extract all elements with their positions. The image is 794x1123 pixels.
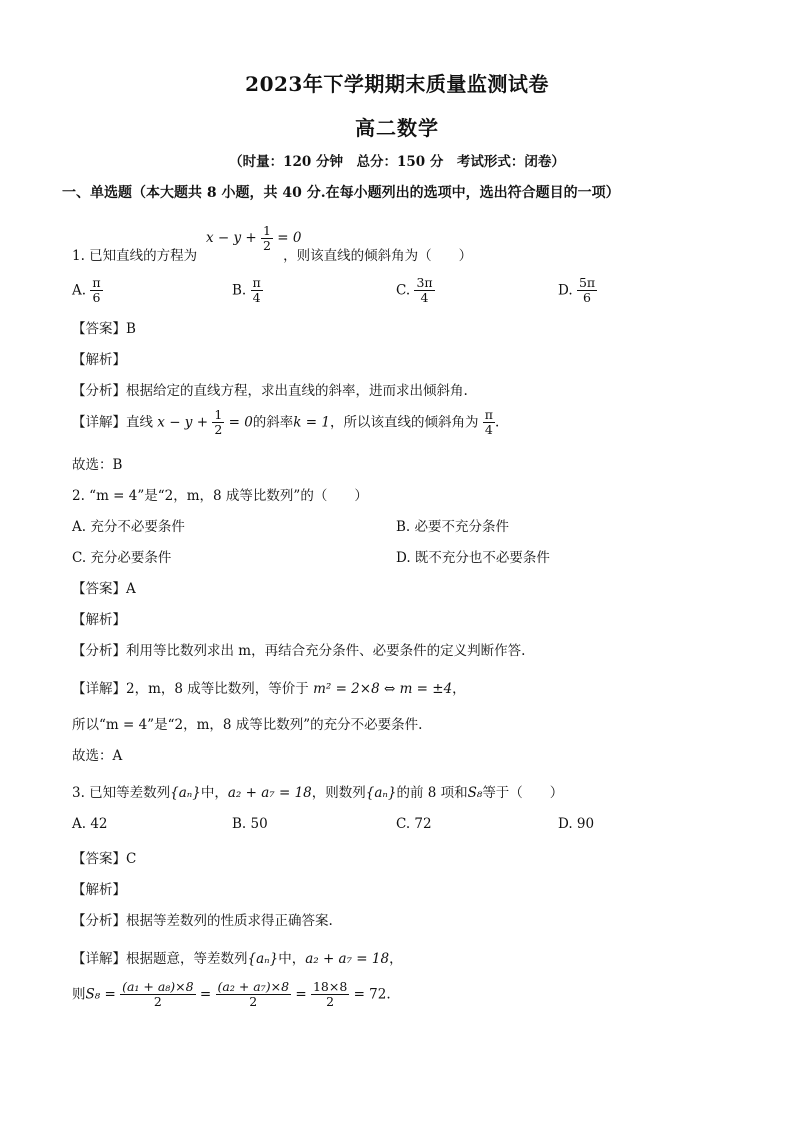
q2-option-b: B. 必要不充分条件	[396, 519, 510, 535]
q3-option-c: C. 72	[396, 816, 432, 832]
q3-stem: 3. 已知等差数列{aₙ}中，a₂ + a₇ = 18，则数列{aₙ}的前 8 项和S₈等于（ ）	[72, 785, 564, 801]
q2-jiexi: 【解析】	[72, 612, 126, 628]
q3-answer: 【答案】C	[72, 851, 137, 867]
q3-detail: 【详解】根据题意，等差数列{aₙ}中，a₂ + a₇ = 18，	[72, 951, 403, 967]
q2-stem: 2. “m = 4”是“2，m，8 成等比数列”的（ ）	[72, 488, 368, 504]
section-heading: 一、单选题（本大题共 8 小题，共 40 分.在每小题列出的选项中，选出符合题目的一项）	[62, 185, 620, 201]
q3-jiexi: 【解析】	[72, 882, 126, 898]
q1-jiexi: 【解析】	[72, 352, 126, 368]
q1-option-b: B. $\frac{\pi}{4}$	[232, 275, 261, 306]
q3-option-a: A. 42	[72, 816, 108, 832]
q2-detail-line2: 所以“m = 4”是“2，m，8 成等比数列”的充分不必要条件.	[72, 717, 423, 733]
exam-meta: （时量：120 分钟 总分：150 分 考试形式：闭卷）	[229, 154, 565, 170]
q1-equation-floating: x − y + $\frac{1}{2}$ = 0	[206, 223, 302, 254]
q1-analysis: 【分析】根据给定的直线方程，求出直线的斜率，进而求出倾斜角.	[72, 383, 468, 399]
q1-equation-fraction: $\frac{1}{2}$	[263, 223, 271, 254]
q2-analysis: 【分析】利用等比数列求出 m，再结合充分条件、必要条件的定义判断作答.	[72, 643, 526, 659]
q3-option-d: D. 90	[558, 816, 595, 832]
exam-subject: 高二数学	[355, 116, 439, 140]
q2-option-c: C. 充分必要条件	[72, 550, 172, 566]
q2-choice: 故选：A	[72, 748, 123, 764]
q1-choice: 故选：B	[72, 457, 123, 473]
q3-option-b: B. 50	[232, 816, 268, 832]
q1-option-c: C. $\frac{3\pi}{4}$	[396, 275, 433, 306]
q1-option-a: A. $\frac{\pi}{6}$	[72, 275, 101, 306]
q1-detail: 【详解】直线 x − y + $\frac{1}{2}$ = 0的斜率k = 1，所以该直线的倾斜角为 $\frac{\pi}{4}$ .	[72, 407, 500, 438]
exam-title: 2023年下学期期末质量监测试卷	[245, 72, 549, 96]
q3-analysis: 【分析】根据等差数列的性质求得正确答案.	[72, 913, 333, 929]
q1-stem: 1. 已知直线的方程为 ，则该直线的倾斜角为（ ）	[72, 248, 473, 264]
q2-option-d: D. 既不充分也不必要条件	[396, 550, 550, 566]
q2-detail: 【详解】2，m，8 成等比数列，等价于 m² = 2×8 ⇔ m = ±4，	[72, 681, 466, 697]
q2-answer: 【答案】A	[72, 581, 136, 597]
q1-option-d: D. $\frac{5\pi}{6}$	[558, 275, 596, 306]
q3-calculation: 则S₈ = $\frac{\text{(a₁ + a₈)×8}}{2}$ = $\frac{\text{(a₂ + a₇)×8}}{2}$ = $\frac{18\times 8}{2}$ = 72.	[72, 979, 391, 1010]
q1-answer: 【答案】B	[72, 321, 136, 337]
q2-option-a: A. 充分不必要条件	[72, 519, 185, 535]
